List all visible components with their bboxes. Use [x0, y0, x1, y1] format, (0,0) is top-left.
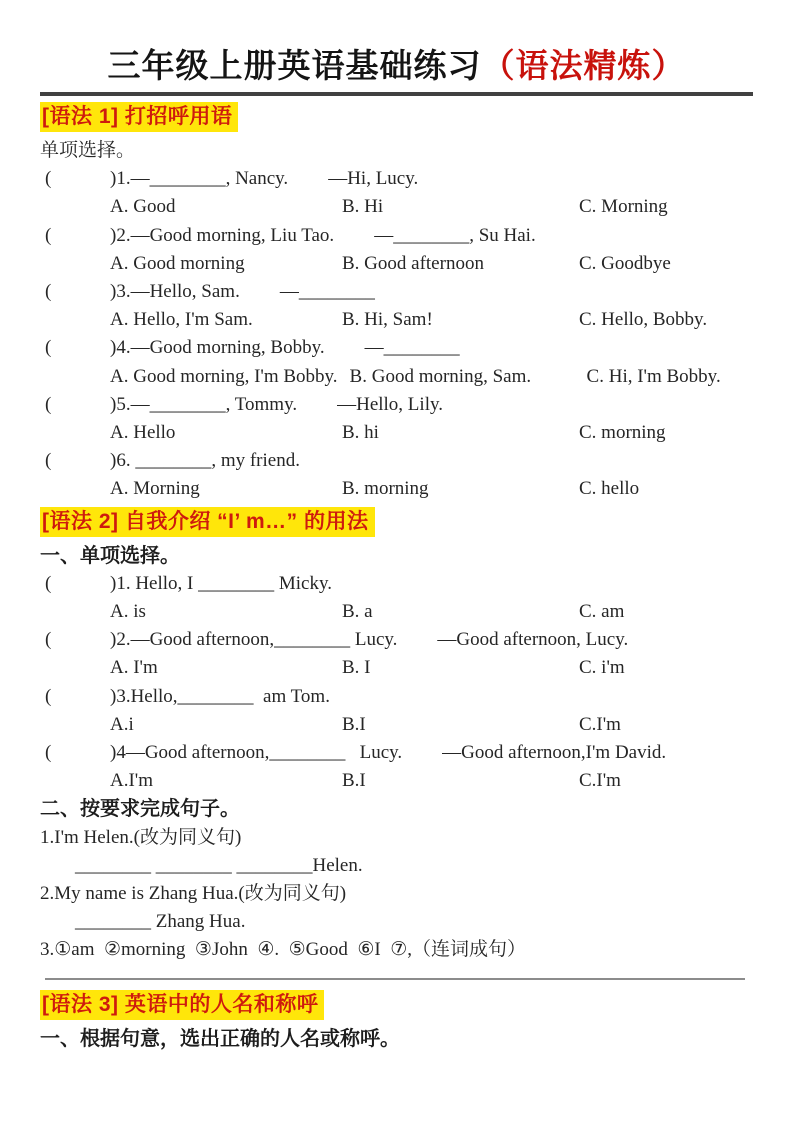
option-c: C. i'm: [579, 657, 625, 679]
option-b: B. a: [342, 601, 373, 623]
answer-paren: (: [45, 572, 52, 594]
option-a: A. Hello, I'm Sam.: [110, 309, 253, 331]
question-reply: —Hi, Lucy.: [328, 168, 419, 190]
answer-paren: (: [45, 168, 52, 190]
option-a: A.i: [110, 713, 134, 735]
answer-paren: (: [45, 450, 52, 472]
option-c: C. Morning: [579, 196, 668, 218]
question-reply: —Good afternoon,I'm David.: [442, 742, 667, 764]
question-text: )2.—Good afternoon,________ Lucy.: [110, 629, 398, 651]
fill-in-line: 3.①am ②morning ③John ④. ⑤Good ⑥I ⑦,（连词成句）: [40, 939, 527, 961]
fill-in-line: 2.My name is Zhang Hua.(改为同义句): [40, 883, 347, 905]
option-b: B. Good afternoon: [342, 252, 484, 274]
options-line: [110, 767, 753, 795]
option-c: C. hello: [579, 478, 640, 500]
section-1: [40, 102, 753, 504]
question-text: )4.—Good morning, Bobby.: [110, 337, 325, 359]
question-text: )1.—________, Nancy.: [110, 168, 289, 190]
answer-paren: (: [45, 629, 52, 651]
option-b: B. morning: [342, 478, 429, 500]
option-b: B. Hi, Sam!: [342, 309, 433, 331]
question-text: )2.—Good morning, Liu Tao.: [110, 224, 335, 246]
fill-in-line: ________ ________ ________Helen.: [75, 854, 363, 876]
question-reply: —________: [279, 281, 375, 303]
section-heading: [语法 2] 自我介绍 “I’ m…” 的用法: [40, 507, 375, 537]
instruction-line: 单项选择。: [40, 140, 136, 161]
section-heading: [语法 1] 打招呼用语: [40, 102, 238, 132]
option-a: A. I'm: [110, 657, 158, 679]
option-c: C. morning: [579, 422, 666, 444]
option-a: A. Morning: [110, 478, 200, 500]
options-line: [110, 363, 753, 391]
option-c: C.I'm: [579, 770, 621, 792]
answer-paren: (: [45, 393, 52, 415]
question-reply: —________: [364, 337, 460, 359]
section-heading-row: [40, 507, 753, 539]
option-a: A. is: [110, 601, 146, 623]
title-main: 三年级上册英语基础练习: [107, 47, 482, 84]
question-line: [40, 165, 753, 193]
worksheet-content: [40, 102, 753, 1053]
options-line: [110, 419, 753, 447]
question-reply: —Hello, Lily.: [337, 393, 443, 415]
answer-line-rule: [45, 978, 745, 980]
option-c: C. Hi, I'm Bobby.: [586, 365, 721, 387]
answer-paren: (: [45, 337, 52, 359]
question-line: [40, 334, 753, 362]
option-a: A. Good: [110, 196, 176, 218]
question-line: [40, 278, 753, 306]
question-line: [40, 570, 753, 598]
question-reply: —________, Su Hai.: [374, 224, 536, 246]
section-heading-row: [40, 990, 753, 1022]
page-title: [40, 44, 753, 88]
options-line: [110, 306, 753, 334]
answer-paren: (: [45, 281, 52, 303]
fill-in-line: 1.I'm Helen.(改为同义句): [40, 826, 242, 848]
option-a: A.I'm: [110, 770, 154, 792]
question-line: [40, 391, 753, 419]
section-3: [40, 990, 753, 1053]
option-c: C. Goodbye: [579, 252, 671, 274]
option-c: C. am: [579, 601, 625, 623]
section-2: [40, 507, 753, 980]
option-b: B. Good morning, Sam.: [349, 365, 532, 387]
question-line: [40, 447, 753, 475]
sub-instruction-line: 一、根据句意，选出正确的人名或称呼。: [40, 1027, 400, 1050]
option-c: C.I'm: [579, 713, 621, 735]
question-text: )6. ________, my friend.: [110, 450, 300, 472]
option-b: B.I: [342, 713, 366, 735]
options-line: [110, 654, 753, 682]
option-b: B. I: [342, 657, 371, 679]
question-line: [40, 626, 753, 654]
options-line: [110, 250, 753, 278]
question-reply: —Good afternoon, Lucy.: [437, 629, 629, 651]
question-text: )5.—________, Tommy.: [110, 393, 298, 415]
options-line: [110, 598, 753, 626]
options-line: [110, 711, 753, 739]
option-a: A. Hello: [110, 422, 176, 444]
question-line: [40, 739, 753, 767]
title-divider: [40, 92, 753, 96]
sub-instruction-line: 一、单项选择。: [40, 544, 180, 567]
option-a: A. Good morning, I'm Bobby.: [110, 365, 338, 387]
question-text: )1. Hello, I ________ Micky.: [110, 572, 332, 594]
options-line: [110, 475, 753, 503]
question-line: [40, 222, 753, 250]
option-b: B. hi: [342, 422, 379, 444]
answer-paren: (: [45, 224, 52, 246]
option-b: B. Hi: [342, 196, 384, 218]
option-b: B.I: [342, 770, 366, 792]
answer-paren: (: [45, 685, 52, 707]
section-heading: [语法 3] 英语中的人名和称呼: [40, 990, 324, 1020]
answer-paren: (: [45, 742, 52, 764]
options-line: [110, 193, 753, 221]
option-c: C. Hello, Bobby.: [579, 309, 708, 331]
fill-in-line: ________ Zhang Hua.: [75, 911, 246, 933]
section-heading-row: [40, 102, 753, 134]
option-a: A. Good morning: [110, 252, 245, 274]
question-text: )3.Hello,________ am Tom.: [110, 685, 330, 707]
question-line: [40, 683, 753, 711]
question-text: )3.—Hello, Sam.: [110, 281, 240, 303]
question-text: )4—Good afternoon,________ Lucy.: [110, 742, 403, 764]
title-sub-red: （语法精炼）: [481, 47, 686, 84]
sub-instruction-line: 二、按要求完成句子。: [40, 798, 240, 821]
